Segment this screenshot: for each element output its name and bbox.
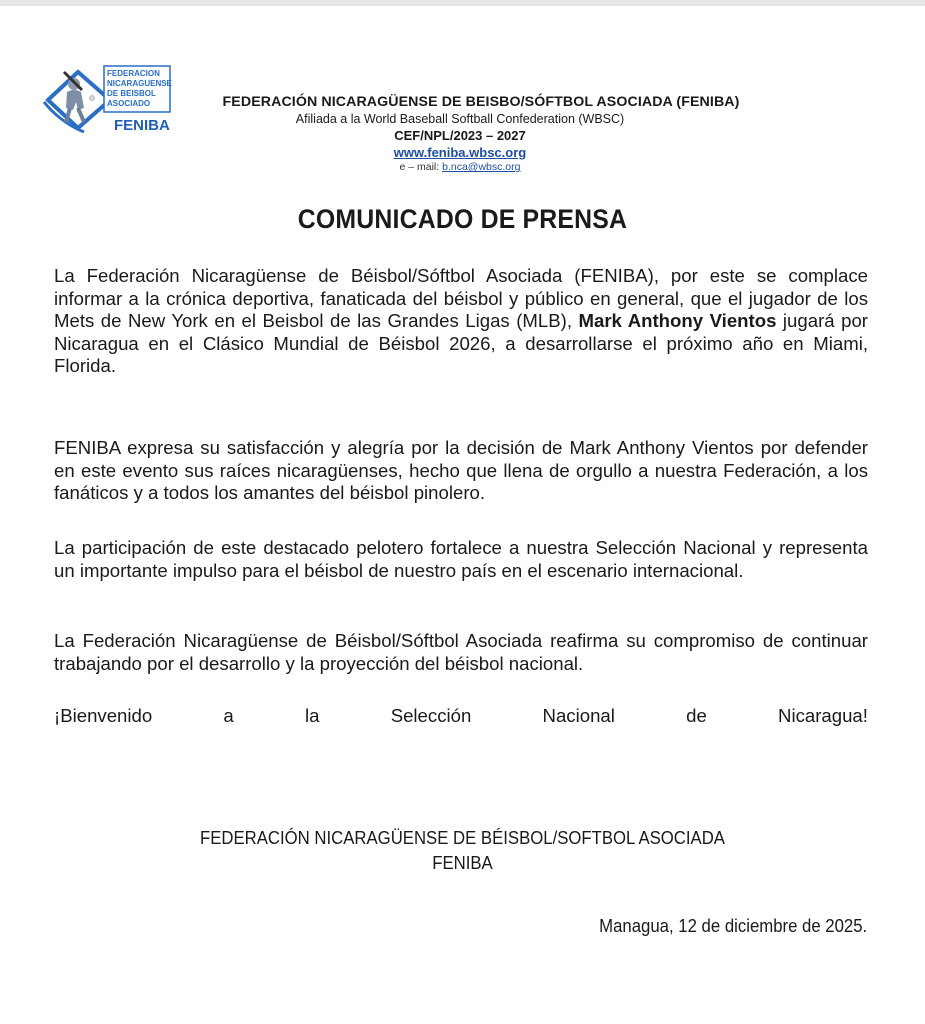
svg-text:DE BEISBOL: DE BEISBOL xyxy=(107,89,156,98)
welcome-word: ¡Bienvenido xyxy=(54,705,153,726)
affiliation: Afiliada a la World Baseball Softball Confederation (WBSC) xyxy=(295,112,625,127)
welcome-word: a xyxy=(223,705,234,726)
signature-block xyxy=(32,826,892,876)
paragraph-2: FENIBA expresa su satisfacción y alegría por la decisión de Mark Anthony Vientos por defender en este evento sus raíces nicaragüenses, hecho que llena de orgullo a nuestra Federación, a los fanáticos y a todos los amantes del béisbol pinolero. xyxy=(54,437,868,503)
svg-text:FEDERACION: FEDERACION xyxy=(107,69,160,78)
top-bar xyxy=(0,0,925,6)
feniba-logo xyxy=(40,62,172,138)
org-name: FEDERACIÓN NICARAGÜENSE DE BEISBO/SÓFTBOL ASOCIADA (FENIBA) xyxy=(222,94,740,110)
welcome-word: Nacional xyxy=(542,705,615,726)
paragraph-1-intro: La Federación Nicaragüense de Béisbol/Sóftbol Asociada (FENIBA), por este se complace informar a la crónica deportiva, fanaticada del béisbol y público en general, que el jugador de los Mets de New York en el Beisbol de las Grandes Ligas (MLB), xyxy=(54,265,868,331)
paragraph-3: La participación de este destacado pelotero fortalece a nuestra Selección Nacional y representa un importante impulso para el béisbol de nuestro país en el escenario internacional. xyxy=(54,537,868,581)
date-line: Managua, 12 de diciembre de 2025. xyxy=(598,916,867,936)
paragraph-1 xyxy=(54,265,868,378)
svg-text:FENIBA: FENIBA xyxy=(114,117,170,134)
email-label: e – mail: xyxy=(399,161,440,174)
welcome-word: Nicaragua! xyxy=(778,705,868,726)
svg-text:NICARAGUENSE: NICARAGUENSE xyxy=(107,79,172,88)
welcome-word: de xyxy=(686,705,707,726)
signature-acronym: FENIBA xyxy=(432,853,493,873)
paragraph-4: La Federación Nicaragüense de Béisbol/Sóftbol Asociada reafirma su compromiso de continuar trabajando por el desarrollo y la proyección del béisbol nacional. xyxy=(54,630,868,674)
email-line xyxy=(160,161,760,174)
signature-org: FEDERACIÓN NICARAGÜENSE DE BÉISBOL/SOFTBOL ASOCIADA xyxy=(200,828,725,848)
player-name: Mark Anthony Vientos xyxy=(578,310,777,331)
letterhead xyxy=(160,94,760,174)
welcome-line xyxy=(54,705,868,728)
page-title: COMUNICADO DE PRENSA xyxy=(297,204,628,234)
welcome-word: Selección xyxy=(390,705,472,726)
svg-text:ASOCIADO: ASOCIADO xyxy=(107,99,151,108)
baseball-player-emblem-icon xyxy=(40,62,172,138)
welcome-word: la xyxy=(304,705,320,726)
paragraph-1-rest: jugará por Nicaragua en el Clásico Mundial de Béisbol 2026, a desarrollarse el próximo año en Miami, Florida. xyxy=(54,310,868,376)
email-link[interactable]: b.nca@wbsc.org xyxy=(442,161,521,174)
cef-code: CEF/NPL/2023 – 2027 xyxy=(394,128,526,144)
website-link[interactable]: www.feniba.wbsc.org xyxy=(393,144,527,160)
